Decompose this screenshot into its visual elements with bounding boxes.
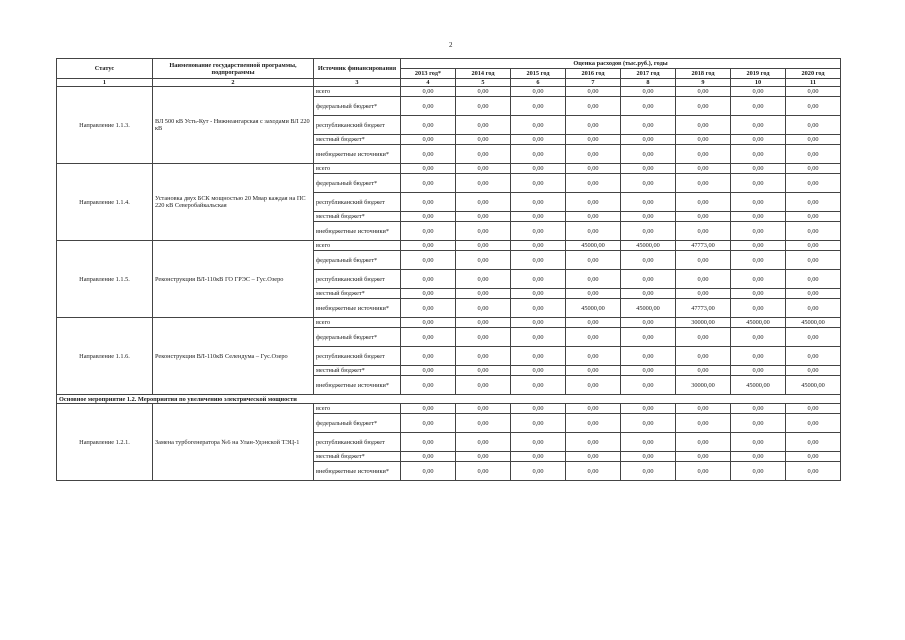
amount-cell: 0,00	[566, 212, 621, 222]
table-row	[57, 241, 841, 251]
page-number: 2	[449, 41, 453, 49]
amount-cell: 0,00	[676, 174, 731, 193]
amount-cell: 0,00	[786, 347, 841, 366]
amount-cell: 0,00	[786, 366, 841, 376]
amount-cell: 0,00	[401, 452, 456, 462]
column-number: 7	[566, 79, 621, 87]
amount-cell: 0,00	[621, 135, 676, 145]
funding-source: всего	[314, 87, 401, 97]
amount-cell: 0,00	[676, 116, 731, 135]
section-title: Основное мероприятие 1.2. Мероприятия по увеличению электрической мощности	[57, 395, 841, 404]
amount-cell: 0,00	[456, 222, 511, 241]
funding-source: республиканский бюджет	[314, 193, 401, 212]
amount-cell: 0,00	[786, 462, 841, 481]
funding-source: местный бюджет*	[314, 366, 401, 376]
amount-cell: 0,00	[456, 241, 511, 251]
column-number: 1	[57, 79, 153, 87]
amount-cell: 0,00	[786, 164, 841, 174]
amount-cell: 0,00	[401, 164, 456, 174]
amount-cell: 0,00	[456, 376, 511, 395]
amount-cell: 0,00	[786, 251, 841, 270]
amount-cell: 0,00	[401, 270, 456, 289]
amount-cell: 0,00	[401, 87, 456, 97]
amount-cell: 0,00	[566, 414, 621, 433]
amount-cell: 0,00	[456, 193, 511, 212]
amount-cell: 0,00	[676, 347, 731, 366]
amount-cell: 0,00	[511, 193, 566, 212]
amount-cell: 0,00	[401, 97, 456, 116]
amount-cell: 0,00	[401, 299, 456, 318]
amount-cell: 0,00	[511, 116, 566, 135]
amount-cell: 0,00	[511, 452, 566, 462]
amount-cell: 0,00	[401, 462, 456, 481]
amount-cell: 0,00	[456, 289, 511, 299]
amount-cell: 0,00	[621, 222, 676, 241]
amount-cell: 45000,00	[786, 318, 841, 328]
amount-cell: 0,00	[566, 116, 621, 135]
amount-cell: 0,00	[621, 164, 676, 174]
amount-cell: 0,00	[676, 462, 731, 481]
section-row	[57, 395, 841, 404]
header-year: 2017 год	[621, 69, 676, 79]
amount-cell: 0,00	[566, 174, 621, 193]
amount-cell: 45000,00	[731, 318, 786, 328]
header-program: Наименование государственной программы, подпрограммы	[153, 59, 314, 79]
column-number: 3	[314, 79, 401, 87]
table-row	[57, 404, 841, 414]
amount-cell: 0,00	[456, 366, 511, 376]
header-year: 2013 год*	[401, 69, 456, 79]
amount-cell: 0,00	[731, 347, 786, 366]
amount-cell: 0,00	[511, 328, 566, 347]
amount-cell: 0,00	[456, 251, 511, 270]
amount-cell: 0,00	[676, 366, 731, 376]
amount-cell: 0,00	[786, 97, 841, 116]
direction-name: Замена турбогенератора №6 на Улан-Удэнской ТЭЦ-1	[153, 404, 314, 481]
amount-cell: 0,00	[621, 452, 676, 462]
amount-cell: 0,00	[621, 174, 676, 193]
column-number: 10	[731, 79, 786, 87]
funding-source: всего	[314, 164, 401, 174]
header-year: 2018 год	[676, 69, 731, 79]
amount-cell: 0,00	[456, 270, 511, 289]
amount-cell: 0,00	[676, 452, 731, 462]
amount-cell: 0,00	[786, 145, 841, 164]
amount-cell: 0,00	[401, 404, 456, 414]
funding-source: внебюджетные источники*	[314, 222, 401, 241]
header-status: Статус	[57, 59, 153, 79]
amount-cell: 0,00	[566, 164, 621, 174]
column-number: 9	[676, 79, 731, 87]
amount-cell: 0,00	[401, 241, 456, 251]
header-year: 2014 год	[456, 69, 511, 79]
amount-cell: 0,00	[456, 174, 511, 193]
amount-cell: 0,00	[456, 97, 511, 116]
amount-cell: 0,00	[511, 289, 566, 299]
funding-source: внебюджетные источники*	[314, 462, 401, 481]
funding-source: внебюджетные источники*	[314, 376, 401, 395]
amount-cell: 45000,00	[566, 241, 621, 251]
amount-cell: 0,00	[786, 328, 841, 347]
amount-cell: 0,00	[731, 116, 786, 135]
amount-cell: 45000,00	[786, 376, 841, 395]
amount-cell: 0,00	[511, 251, 566, 270]
amount-cell: 0,00	[676, 164, 731, 174]
amount-cell: 0,00	[511, 462, 566, 481]
header-estimate: Оценка расходов (тыс.руб.), годы	[401, 59, 841, 69]
amount-cell: 0,00	[566, 347, 621, 366]
amount-cell: 0,00	[456, 299, 511, 318]
amount-cell: 0,00	[401, 174, 456, 193]
funding-source: всего	[314, 241, 401, 251]
funding-source: республиканский бюджет	[314, 270, 401, 289]
amount-cell: 0,00	[566, 452, 621, 462]
amount-cell: 0,00	[401, 347, 456, 366]
amount-cell: 0,00	[511, 212, 566, 222]
amount-cell: 0,00	[621, 376, 676, 395]
amount-cell: 45000,00	[621, 299, 676, 318]
amount-cell: 0,00	[731, 251, 786, 270]
amount-cell: 0,00	[731, 174, 786, 193]
amount-cell: 0,00	[621, 366, 676, 376]
amount-cell: 45000,00	[731, 376, 786, 395]
amount-cell: 0,00	[456, 414, 511, 433]
column-number: 2	[153, 79, 314, 87]
amount-cell: 0,00	[676, 222, 731, 241]
funding-source: местный бюджет*	[314, 212, 401, 222]
direction-name: Реконструкция ВЛ-110кВ ГО ГРЭС – Гус.Озеро	[153, 241, 314, 318]
amount-cell: 0,00	[456, 462, 511, 481]
amount-cell: 0,00	[456, 164, 511, 174]
amount-cell: 0,00	[731, 222, 786, 241]
amount-cell: 0,00	[676, 251, 731, 270]
amount-cell: 0,00	[401, 222, 456, 241]
amount-cell: 0,00	[786, 452, 841, 462]
amount-cell: 0,00	[566, 376, 621, 395]
amount-cell: 0,00	[621, 270, 676, 289]
amount-cell: 0,00	[456, 347, 511, 366]
amount-cell: 0,00	[621, 212, 676, 222]
column-number: 6	[511, 79, 566, 87]
amount-cell: 0,00	[456, 328, 511, 347]
amount-cell: 0,00	[731, 97, 786, 116]
amount-cell: 0,00	[731, 452, 786, 462]
amount-cell: 0,00	[621, 433, 676, 452]
column-number: 11	[786, 79, 841, 87]
amount-cell: 0,00	[401, 433, 456, 452]
amount-cell: 30000,00	[676, 376, 731, 395]
funding-source: внебюджетные источники*	[314, 145, 401, 164]
funding-source: республиканский бюджет	[314, 347, 401, 366]
amount-cell: 0,00	[511, 404, 566, 414]
amount-cell: 0,00	[676, 289, 731, 299]
direction-status: Направление 1.1.3.	[57, 87, 153, 164]
amount-cell: 0,00	[731, 135, 786, 145]
amount-cell: 0,00	[401, 328, 456, 347]
amount-cell: 0,00	[401, 376, 456, 395]
amount-cell: 0,00	[786, 299, 841, 318]
funding-source: всего	[314, 318, 401, 328]
amount-cell: 0,00	[511, 366, 566, 376]
funding-source: федеральный бюджет*	[314, 328, 401, 347]
amount-cell: 0,00	[621, 318, 676, 328]
amount-cell: 0,00	[786, 404, 841, 414]
amount-cell: 0,00	[456, 87, 511, 97]
amount-cell: 0,00	[566, 87, 621, 97]
amount-cell: 0,00	[621, 97, 676, 116]
amount-cell: 0,00	[676, 193, 731, 212]
amount-cell: 0,00	[676, 87, 731, 97]
amount-cell: 0,00	[511, 97, 566, 116]
amount-cell: 0,00	[731, 289, 786, 299]
header-year: 2019 год	[731, 69, 786, 79]
funding-source: республиканский бюджет	[314, 116, 401, 135]
amount-cell: 0,00	[786, 116, 841, 135]
amount-cell: 0,00	[401, 366, 456, 376]
amount-cell: 0,00	[676, 145, 731, 164]
amount-cell: 0,00	[456, 404, 511, 414]
amount-cell: 0,00	[786, 212, 841, 222]
header-year: 2015 год	[511, 69, 566, 79]
amount-cell: 0,00	[676, 328, 731, 347]
amount-cell: 0,00	[786, 289, 841, 299]
amount-cell: 0,00	[786, 135, 841, 145]
amount-cell: 0,00	[511, 174, 566, 193]
amount-cell: 0,00	[511, 164, 566, 174]
amount-cell: 0,00	[731, 299, 786, 318]
funding-source: внебюджетные источники*	[314, 299, 401, 318]
amount-cell: 0,00	[786, 193, 841, 212]
expense-table	[56, 58, 841, 481]
amount-cell: 0,00	[401, 318, 456, 328]
amount-cell: 0,00	[511, 433, 566, 452]
funding-source: местный бюджет*	[314, 289, 401, 299]
amount-cell: 0,00	[566, 251, 621, 270]
amount-cell: 0,00	[621, 289, 676, 299]
amount-cell: 0,00	[621, 462, 676, 481]
amount-cell: 0,00	[566, 328, 621, 347]
amount-cell: 0,00	[676, 433, 731, 452]
table-row	[57, 87, 841, 97]
amount-cell: 0,00	[621, 347, 676, 366]
amount-cell: 0,00	[731, 414, 786, 433]
amount-cell: 0,00	[786, 433, 841, 452]
amount-cell: 0,00	[401, 212, 456, 222]
amount-cell: 0,00	[621, 116, 676, 135]
funding-source: федеральный бюджет*	[314, 414, 401, 433]
amount-cell: 0,00	[731, 328, 786, 347]
amount-cell: 0,00	[566, 193, 621, 212]
header-year: 2016 год	[566, 69, 621, 79]
amount-cell: 0,00	[786, 87, 841, 97]
amount-cell: 0,00	[731, 270, 786, 289]
amount-cell: 0,00	[511, 347, 566, 366]
amount-cell: 0,00	[566, 135, 621, 145]
amount-cell: 0,00	[456, 433, 511, 452]
direction-name: Реконструкция ВЛ-110кВ Селендума – Гус.Озеро	[153, 318, 314, 395]
amount-cell: 0,00	[621, 328, 676, 347]
table-body	[57, 87, 841, 481]
amount-cell: 0,00	[401, 116, 456, 135]
column-number: 8	[621, 79, 676, 87]
amount-cell: 0,00	[401, 193, 456, 212]
amount-cell: 0,00	[676, 135, 731, 145]
amount-cell: 0,00	[786, 174, 841, 193]
amount-cell: 45000,00	[566, 299, 621, 318]
table-row	[57, 164, 841, 174]
funding-source: федеральный бюджет*	[314, 174, 401, 193]
direction-name: ВЛ 500 кВ Усть-Кут - Нижнеангарская с заходами ВЛ 220 кВ	[153, 87, 314, 164]
direction-status: Направление 1.1.4.	[57, 164, 153, 241]
amount-cell: 0,00	[511, 376, 566, 395]
amount-cell: 0,00	[786, 270, 841, 289]
amount-cell: 0,00	[566, 462, 621, 481]
amount-cell: 0,00	[731, 193, 786, 212]
amount-cell: 0,00	[566, 97, 621, 116]
amount-cell: 47773,00	[676, 241, 731, 251]
table-row	[57, 318, 841, 328]
amount-cell: 0,00	[401, 251, 456, 270]
direction-status: Направление 1.1.5.	[57, 241, 153, 318]
amount-cell: 0,00	[731, 87, 786, 97]
amount-cell: 0,00	[566, 366, 621, 376]
amount-cell: 0,00	[621, 193, 676, 212]
amount-cell: 0,00	[511, 299, 566, 318]
amount-cell: 45000,00	[621, 241, 676, 251]
amount-cell: 0,00	[621, 414, 676, 433]
funding-source: федеральный бюджет*	[314, 97, 401, 116]
funding-source: местный бюджет*	[314, 135, 401, 145]
funding-source: республиканский бюджет	[314, 433, 401, 452]
amount-cell: 0,00	[456, 452, 511, 462]
column-number: 4	[401, 79, 456, 87]
amount-cell: 0,00	[566, 270, 621, 289]
funding-source: всего	[314, 404, 401, 414]
amount-cell: 0,00	[621, 404, 676, 414]
funding-source: федеральный бюджет*	[314, 251, 401, 270]
amount-cell: 0,00	[731, 404, 786, 414]
amount-cell: 47773,00	[676, 299, 731, 318]
amount-cell: 0,00	[786, 222, 841, 241]
funding-source: местный бюджет*	[314, 452, 401, 462]
header-year: 2020 год	[786, 69, 841, 79]
amount-cell: 0,00	[456, 318, 511, 328]
amount-cell: 0,00	[786, 241, 841, 251]
amount-cell: 0,00	[731, 366, 786, 376]
amount-cell: 0,00	[456, 135, 511, 145]
amount-cell: 0,00	[566, 145, 621, 164]
amount-cell: 0,00	[621, 87, 676, 97]
amount-cell: 0,00	[401, 145, 456, 164]
amount-cell: 0,00	[401, 289, 456, 299]
amount-cell: 0,00	[511, 241, 566, 251]
amount-cell: 0,00	[731, 241, 786, 251]
amount-cell: 0,00	[511, 222, 566, 241]
amount-cell: 0,00	[511, 145, 566, 164]
amount-cell: 0,00	[621, 251, 676, 270]
direction-status: Направление 1.1.6.	[57, 318, 153, 395]
amount-cell: 0,00	[676, 97, 731, 116]
amount-cell: 0,00	[786, 414, 841, 433]
amount-cell: 0,00	[731, 433, 786, 452]
amount-cell: 0,00	[566, 222, 621, 241]
amount-cell: 0,00	[511, 270, 566, 289]
amount-cell: 0,00	[676, 404, 731, 414]
column-number: 5	[456, 79, 511, 87]
amount-cell: 30000,00	[676, 318, 731, 328]
amount-cell: 0,00	[511, 87, 566, 97]
amount-cell: 0,00	[401, 414, 456, 433]
amount-cell: 0,00	[566, 433, 621, 452]
direction-status: Направление 1.2.1.	[57, 404, 153, 481]
amount-cell: 0,00	[401, 135, 456, 145]
amount-cell: 0,00	[511, 135, 566, 145]
amount-cell: 0,00	[456, 212, 511, 222]
header-source: Источник финансирования	[314, 59, 401, 79]
amount-cell: 0,00	[456, 145, 511, 164]
amount-cell: 0,00	[731, 164, 786, 174]
amount-cell: 0,00	[676, 212, 731, 222]
amount-cell: 0,00	[676, 270, 731, 289]
amount-cell: 0,00	[511, 414, 566, 433]
amount-cell: 0,00	[676, 414, 731, 433]
amount-cell: 0,00	[456, 116, 511, 135]
direction-name: Установка двух БСК мощностью 20 Мвар каждая на ПС 220 кВ Северобайкальская	[153, 164, 314, 241]
amount-cell: 0,00	[731, 145, 786, 164]
amount-cell: 0,00	[731, 212, 786, 222]
amount-cell: 0,00	[731, 462, 786, 481]
amount-cell: 0,00	[566, 318, 621, 328]
amount-cell: 0,00	[566, 289, 621, 299]
amount-cell: 0,00	[511, 318, 566, 328]
amount-cell: 0,00	[621, 145, 676, 164]
amount-cell: 0,00	[566, 404, 621, 414]
